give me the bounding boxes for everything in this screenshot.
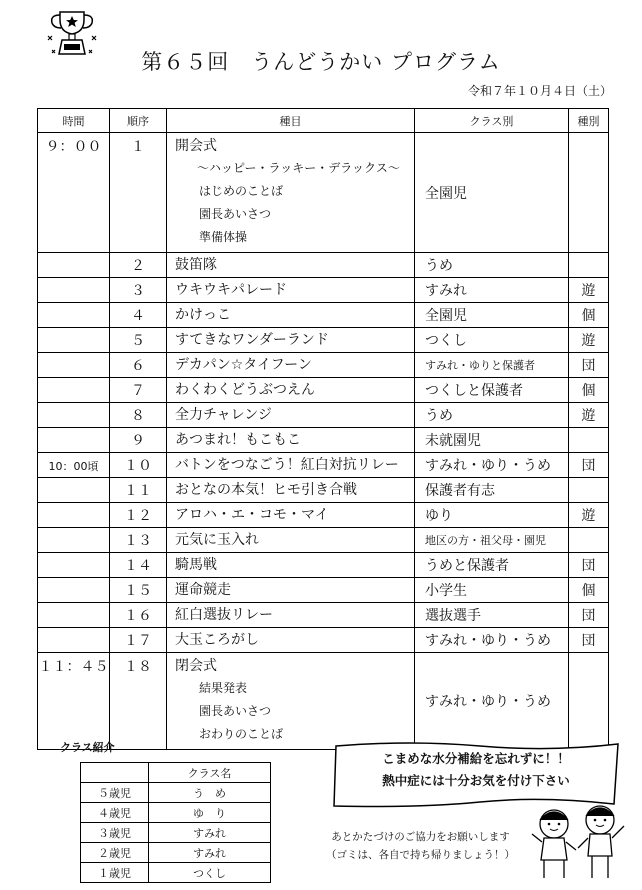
row-order: １０ — [110, 453, 167, 478]
event-title: 開会式 — [175, 138, 217, 154]
row-order: ８ — [110, 403, 167, 428]
row-kind: 団 — [569, 628, 609, 653]
header-class: クラス別 — [415, 109, 569, 133]
children-illustration — [520, 798, 632, 884]
cleanup-note — [318, 828, 523, 864]
intro-class-name: すみれ — [149, 823, 271, 843]
header-time: 時間 — [38, 109, 110, 133]
intro-header-row — [81, 763, 271, 783]
row-event — [167, 278, 415, 303]
row-time — [38, 253, 110, 278]
row-time — [38, 428, 110, 453]
event-title: かけっこ — [175, 307, 231, 323]
row-order: １７ — [110, 628, 167, 653]
event-subitem: おわりのことば — [199, 727, 284, 741]
row-time — [38, 478, 110, 503]
row-class: 保護者有志 — [415, 478, 569, 503]
row-event — [167, 303, 415, 328]
row-class: 地区の方・祖父母・園児 — [415, 528, 569, 553]
row-event — [167, 603, 415, 628]
event-title: アロハ・エ・コモ・マイ — [175, 507, 329, 523]
row-order: １ — [110, 133, 167, 253]
program-row — [38, 328, 609, 353]
row-time — [38, 553, 110, 578]
row-time — [38, 603, 110, 628]
row-class: つくしと保護者 — [415, 378, 569, 403]
row-class: うめ — [415, 403, 569, 428]
row-time — [38, 378, 110, 403]
event-title: 紅白選抜リレー — [175, 607, 273, 623]
row-time — [38, 328, 110, 353]
row-class: うめ — [415, 253, 569, 278]
row-time: １１：４５ — [38, 653, 110, 750]
row-kind: 個 — [569, 578, 609, 603]
intro-row — [81, 803, 271, 823]
intro-age: ４歳児 — [81, 803, 149, 823]
event-title: 騎馬戦 — [175, 557, 217, 573]
row-order: ７ — [110, 378, 167, 403]
row-class: 未就園児 — [415, 428, 569, 453]
program-row — [38, 428, 609, 453]
row-class: すみれ・ゆり・うめ — [415, 628, 569, 653]
row-kind: 個 — [569, 303, 609, 328]
row-event — [167, 528, 415, 553]
row-class: すみれ・ゆりと保護者 — [415, 353, 569, 378]
event-title: 全力チャレンジ — [175, 407, 272, 423]
event-title: 鼓笛隊 — [175, 257, 217, 273]
program-row — [38, 403, 609, 428]
row-kind: 団 — [569, 353, 609, 378]
row-event — [167, 253, 415, 278]
row-class: つくし — [415, 328, 569, 353]
row-kind: 遊 — [569, 328, 609, 353]
event-title: ウキウキパレード — [175, 282, 287, 298]
row-kind — [569, 478, 609, 503]
event-title: すてきなワンダーランド — [175, 332, 329, 348]
intro-row — [81, 843, 271, 863]
banner-line-2: 熱中症には十分お気を付け下さい — [382, 773, 570, 788]
program-row — [38, 628, 609, 653]
row-time: 10：00頃 — [38, 453, 110, 478]
event-title: 閉会式 — [175, 658, 217, 674]
row-class: 選抜選手 — [415, 603, 569, 628]
row-kind: 遊 — [569, 403, 609, 428]
row-event — [167, 653, 415, 750]
program-row — [38, 553, 609, 578]
row-order: ４ — [110, 303, 167, 328]
row-kind: 個 — [569, 378, 609, 403]
row-class: 全園児 — [415, 303, 569, 328]
event-subitem: 園長あいさつ — [199, 207, 272, 221]
header-event: 種目 — [167, 109, 415, 133]
row-event — [167, 503, 415, 528]
row-order: １４ — [110, 553, 167, 578]
row-time — [38, 403, 110, 428]
note-line-2: （ゴミは、各自で持ち帰りましょう！） — [326, 849, 515, 861]
row-order: ３ — [110, 278, 167, 303]
row-order: １３ — [110, 528, 167, 553]
program-table — [37, 108, 609, 750]
row-event — [167, 553, 415, 578]
row-time — [38, 528, 110, 553]
event-title: 大玉ころがし — [175, 632, 259, 648]
program-row — [38, 278, 609, 303]
intro-class-name: う め — [149, 783, 271, 803]
row-time — [38, 628, 110, 653]
program-row — [38, 453, 609, 478]
row-class: すみれ・ゆり・うめ — [415, 653, 569, 750]
row-time — [38, 353, 110, 378]
program-body — [38, 133, 609, 750]
program-row — [38, 378, 609, 403]
intro-row — [81, 863, 271, 883]
row-kind — [569, 253, 609, 278]
row-event — [167, 133, 415, 253]
intro-age: １歳児 — [81, 863, 149, 883]
row-class: 小学生 — [415, 578, 569, 603]
program-row — [38, 578, 609, 603]
row-kind: 団 — [569, 603, 609, 628]
intro-class-name: ゆ り — [149, 803, 271, 823]
row-kind — [569, 653, 609, 750]
row-class: すみれ — [415, 278, 569, 303]
row-time: ９：００ — [38, 133, 110, 253]
row-order: １５ — [110, 578, 167, 603]
program-row — [38, 478, 609, 503]
row-kind — [569, 528, 609, 553]
row-order: １２ — [110, 503, 167, 528]
row-order: ２ — [110, 253, 167, 278]
intro-row — [81, 823, 271, 843]
intro-class-name: すみれ — [149, 843, 271, 863]
row-kind: 遊 — [569, 278, 609, 303]
row-event — [167, 403, 415, 428]
class-intro-title: クラス紹介 — [60, 741, 115, 754]
event-subitem: はじめのことば — [199, 184, 284, 198]
row-time — [38, 303, 110, 328]
program-row — [38, 133, 609, 253]
row-kind: 団 — [569, 553, 609, 578]
row-class: ゆり — [415, 503, 569, 528]
row-event — [167, 428, 415, 453]
program-header-row — [38, 109, 609, 133]
row-time — [38, 503, 110, 528]
program-row — [38, 603, 609, 628]
program-row — [38, 503, 609, 528]
event-title: わくわくどうぶつえん — [175, 382, 315, 398]
event-title: あつまれ！もこもこ — [175, 432, 301, 448]
program-row — [38, 353, 609, 378]
row-kind: 遊 — [569, 503, 609, 528]
header-order: 順序 — [110, 109, 167, 133]
row-class: うめと保護者 — [415, 553, 569, 578]
row-event — [167, 378, 415, 403]
program-row — [38, 303, 609, 328]
row-order: ６ — [110, 353, 167, 378]
intro-row — [81, 783, 271, 803]
event-subitem: 結果発表 — [199, 681, 248, 695]
intro-class-name: つくし — [149, 863, 271, 883]
row-order: １８ — [110, 653, 167, 750]
banner-line-1: こまめな水分補給を忘れずに！！ — [382, 751, 570, 766]
row-event — [167, 628, 415, 653]
intro-body — [81, 783, 271, 883]
row-event — [167, 353, 415, 378]
program-row — [38, 253, 609, 278]
row-kind — [569, 133, 609, 253]
row-event — [167, 478, 415, 503]
row-class: 全園児 — [415, 133, 569, 253]
row-order: ５ — [110, 328, 167, 353]
row-kind — [569, 428, 609, 453]
row-event — [167, 578, 415, 603]
row-event — [167, 328, 415, 353]
event-date: 令和７年１０月４日（土） — [467, 84, 612, 98]
page-title: 第６５回 うんどうかい プログラム — [141, 50, 501, 74]
row-order: ９ — [110, 428, 167, 453]
row-class: すみれ・ゆり・うめ — [415, 453, 569, 478]
event-title: おとなの本気！ヒモ引き合戦 — [175, 482, 357, 498]
intro-age: ２歳児 — [81, 843, 149, 863]
header-kind: 種別 — [569, 109, 609, 133]
row-event — [167, 453, 415, 478]
intro-age: ３歳児 — [81, 823, 149, 843]
heatstroke-warning — [330, 748, 622, 792]
program-row — [38, 528, 609, 553]
row-kind: 団 — [569, 453, 609, 478]
row-order: １１ — [110, 478, 167, 503]
event-title: 運命競走 — [175, 582, 231, 598]
event-title: デカパン☆タイフーン — [175, 357, 312, 373]
event-title: 元気に玉入れ — [175, 532, 259, 548]
row-order: １６ — [110, 603, 167, 628]
intro-header-age — [81, 763, 149, 783]
row-time — [38, 278, 110, 303]
event-subitem: 園長あいさつ — [199, 704, 272, 718]
event-subitem: 準備体操 — [199, 230, 248, 244]
program-row — [38, 653, 609, 750]
class-intro-table — [80, 762, 271, 883]
event-title: バトンをつなごう！紅白対抗リレー — [175, 457, 399, 473]
intro-age: ５歳児 — [81, 783, 149, 803]
note-line-1: あとかたづけのご協力をお願いします — [331, 831, 510, 843]
row-time — [38, 578, 110, 603]
event-subitem: ～ハッピー・ラッキー・デラックス～ — [197, 161, 400, 175]
intro-header-class: クラス名 — [149, 763, 271, 783]
